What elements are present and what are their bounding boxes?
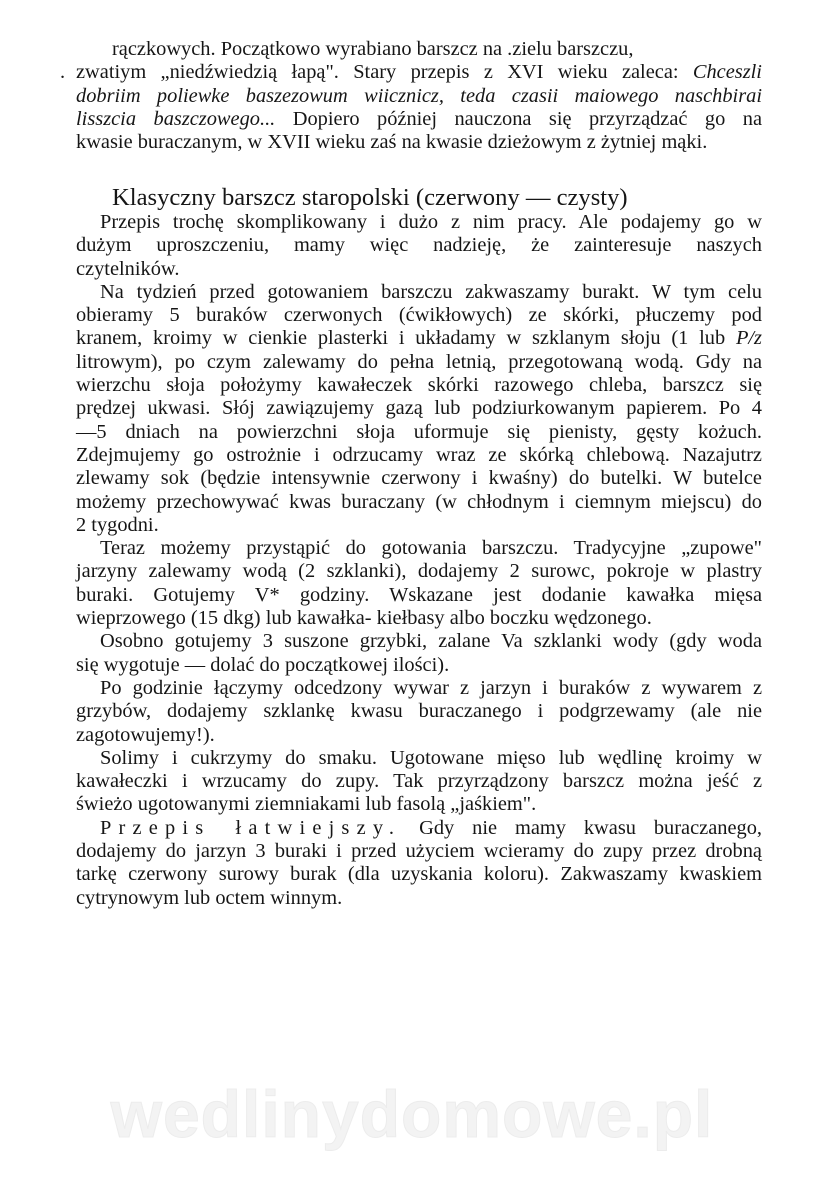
text-line: świeżo ugotowanymi ziemniakami lub fasolą „jaśkiem".: [76, 793, 537, 816]
text-line: Przepis łatwiejszy. Gdy nie mamy kwasu buraczanego,: [100, 816, 762, 839]
text-line: Po godzinie łączymy odcedzony wywar z jarzyn i buraków z wywarem z: [100, 676, 762, 699]
recipe-heading: Klasyczny barszcz staropolski (czerwony — czysty): [112, 184, 628, 211]
text-line: . zwatiym „niedźwiedzią łapą". Stary przepis z XVI wieku zaleca: Chceszli: [60, 61, 762, 84]
text-line: kranem, kroimy w cienkie plasterki i układamy w szklanym słoju (1 lub P/z: [76, 327, 762, 350]
text-line: lisszcia baszczowego... Dopiero później nauczona się przyrządzać go na: [76, 107, 762, 130]
spaced-subheading: Przepis łatwiejszy.: [100, 816, 402, 839]
text-line: prędzej ukwasi. Słój zawiązujemy gazą lub podziurkowanym papierem. Po 4: [76, 397, 762, 420]
recipe-body: [76, 211, 762, 910]
text-line: jarzyny zalewamy wodą (2 szklanki), dodajemy 2 surowc, pokroje w plastry: [76, 560, 762, 583]
intro-paragraph: [60, 38, 762, 154]
lead-mark: .: [60, 61, 66, 84]
text-line: rączkowych. Początkowo wyrabiano barszcz na .zielu barszczu,: [112, 38, 634, 60]
text-line: możemy przechowywać kwas buraczany (w chłodnym i ciemnym miejscu) do: [76, 490, 762, 513]
text-line: litrowym), po czym zalewamy do pełna letnią, przegotowaną wodą. Gdy na: [76, 350, 762, 373]
text-line: cytrynowym lub octem winnym.: [76, 886, 343, 909]
text-line: tarkę czerwony surowy burak (dla uzyskania koloru). Zakwaszamy kwaskiem: [76, 863, 762, 886]
quoted-old-text: dobriim poliewke baszezowum wiicznicz, teda czasii maiowego naschbirai: [76, 84, 762, 107]
text-line: Teraz możemy przystąpić do gotowania barszczu. Tradycyjne „zupowe": [100, 537, 762, 560]
text-line: —5 dniach na powierzchni słoja uformuje się pienisty, gęsty kożuch.: [76, 420, 762, 443]
text-line: Przepis trochę skomplikowany i dużo z nim pracy. Ale podajemy go w: [100, 211, 762, 233]
text-line: Osobno gotujemy 3 suszone grzybki, zalane Va szklanki wody (gdy woda: [100, 630, 762, 653]
quoted-old-text: lisszcia baszczowego...: [76, 107, 276, 130]
text-line: się wygotuje — dolać do początkowej ilości).: [76, 653, 450, 676]
text-line: wierzchu słoja położymy kawałeczek skórki razowego chleba, barszcz się: [76, 374, 762, 397]
text-line: kawałeczki i wrzucamy do zupy. Tak przyrządzony barszcz można jeść z: [76, 770, 762, 793]
text-line: [76, 85, 762, 108]
text-line: Zdejmujemy go ostrożnie i odrzucamy wraz ze skórką chlebową. Nazajutrz: [76, 443, 762, 466]
text-line: czytelników.: [76, 257, 180, 280]
text-line: obieramy 5 buraków czerwonych (ćwikłowych) ze skórki, płuczemy pod: [76, 304, 762, 327]
text-line: 2 tygodni.: [76, 513, 159, 536]
text-line: buraki. Gotujemy V* godziny. Wskazane jest dodanie kawałka mięsa: [76, 583, 762, 606]
text-line: zagotowujemy!).: [76, 723, 215, 746]
text-line: grzybów, dodajemy szklankę kwasu buraczanego i podgrzewamy (ale nie: [76, 700, 762, 723]
text-line: Na tydzień przed gotowaniem barszczu zakwaszamy burakt. W tym celu: [100, 280, 762, 303]
text-line: zlewamy sok (będzie intensywnie czerwony i kwaśny) do butelki. W butelce: [76, 467, 762, 490]
text-line: dodajemy do jarzyn 3 buraki i przed użyciem wcieramy do zupy przez drobną: [76, 840, 762, 863]
text-line: kwasie buraczanym, w XVII wieku zaś na kwasie dzieżowym z żytniej mąki.: [76, 131, 708, 154]
text-line: Solimy i cukrzymy do smaku. Ugotowane mięso lub wędlinę kroimy w: [100, 746, 762, 769]
italic-fraction: P/z: [735, 327, 762, 350]
watermark-text: wedlinydomowe.pl: [110, 1077, 714, 1151]
text-line: dużym uproszczeniu, mamy więc nadzieję, że zainteresuje naszych: [76, 234, 762, 257]
quoted-old-text: Chceszli: [692, 61, 762, 84]
text-line: wieprzowego (15 dkg) lub kawałka- kiełbasy albo boczku wędzonego.: [76, 607, 652, 630]
